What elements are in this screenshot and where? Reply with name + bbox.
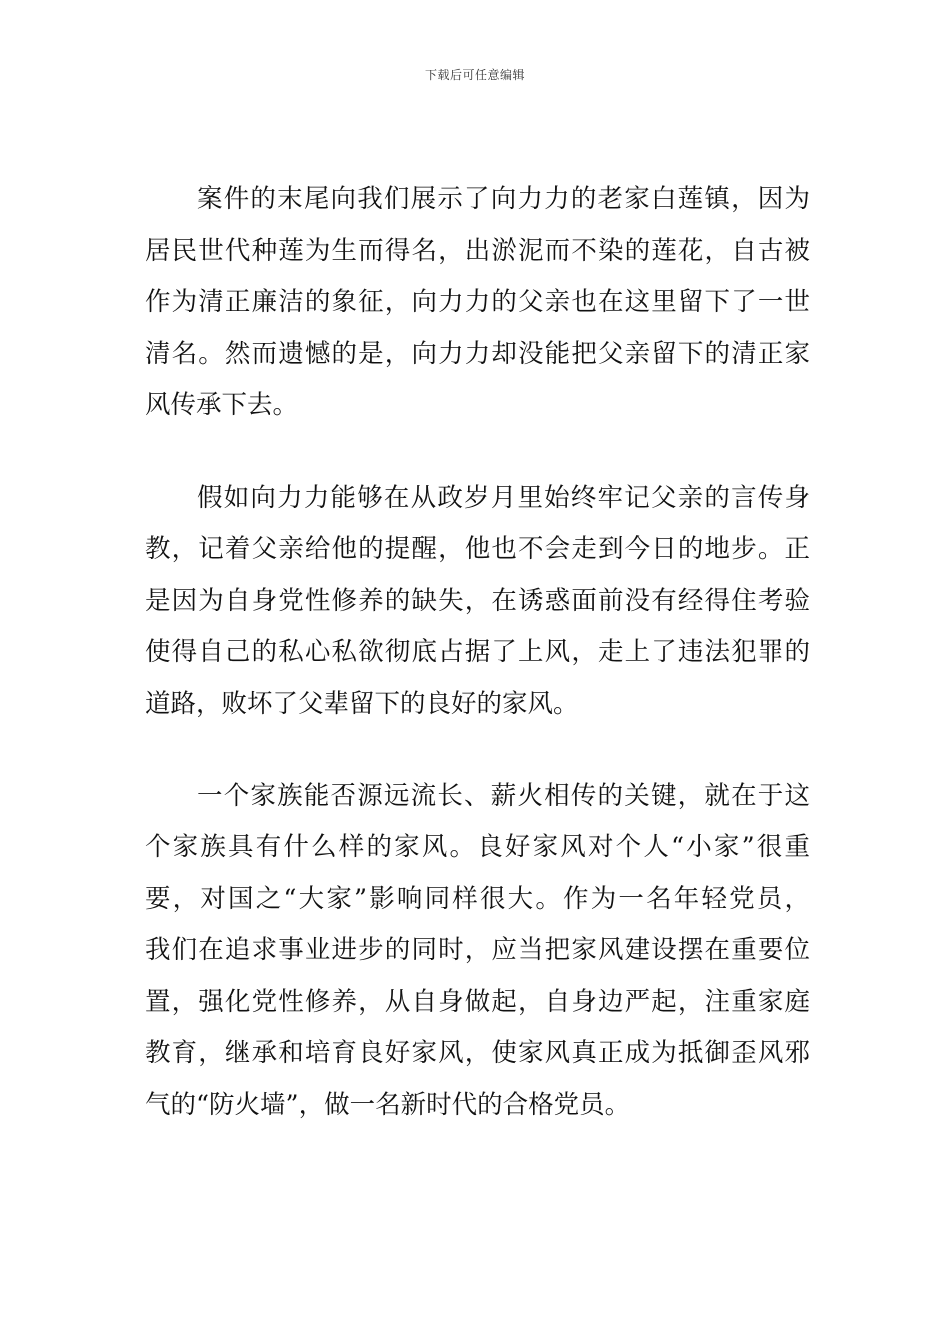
paragraph-line: 清名。然而遗憾的是，向力力却没能把父亲留下的清正家 — [145, 339, 810, 369]
paragraph-line: 假如向力力能够在从政岁月里始终牢记父亲的言传身 — [197, 483, 810, 513]
paragraph-line: 风传承下去。 — [145, 390, 299, 420]
paragraph-line: 案件的末尾向我们展示了向力力的老家白莲镇，因为 — [197, 184, 810, 214]
paragraph-line: 道路，败坏了父辈留下的良好的家风。 — [145, 689, 579, 719]
paragraph-line: 个家族具有什么样的家风。良好家风对个人“小家”很重 — [145, 832, 810, 862]
paragraph-line: 我们在追求事业进步的同时，应当把家风建设摆在重要位 — [145, 935, 810, 965]
paragraph-line: 教，记着父亲给他的提醒，他也不会走到今日的地步。正 — [145, 534, 810, 564]
header-note: 下载后可任意编辑 — [424, 68, 525, 82]
paragraph-line: 一个家族能否源远流长、薪火相传的关键，就在于这 — [197, 781, 810, 811]
paragraph-line: 居民世代种莲为生而得名，出淤泥而不染的莲花，自古被 — [145, 236, 810, 266]
paragraph-line: 是因为自身党性修养的缺失，在诱惑面前没有经得住考验 — [145, 586, 810, 616]
paragraph-line: 气的“防火墙”，做一名新时代的合格党员。 — [145, 1090, 631, 1120]
paragraph-line: 要，对国之“大家”影响同样很大。作为一名年轻党员， — [145, 884, 810, 914]
paragraph-line: 使得自己的私心私欲彻底占据了上风，走上了违法犯罪的 — [145, 637, 810, 667]
paragraph-line: 作为清正廉洁的象征，向力力的父亲也在这里留下了一世 — [145, 287, 810, 317]
paragraph-line: 置，强化党性修养，从自身做起，自身边严起，注重家庭 — [145, 987, 810, 1017]
paragraph-line: 教育，继承和培育良好家风，使家风真正成为抵御歪风邪 — [145, 1038, 810, 1068]
